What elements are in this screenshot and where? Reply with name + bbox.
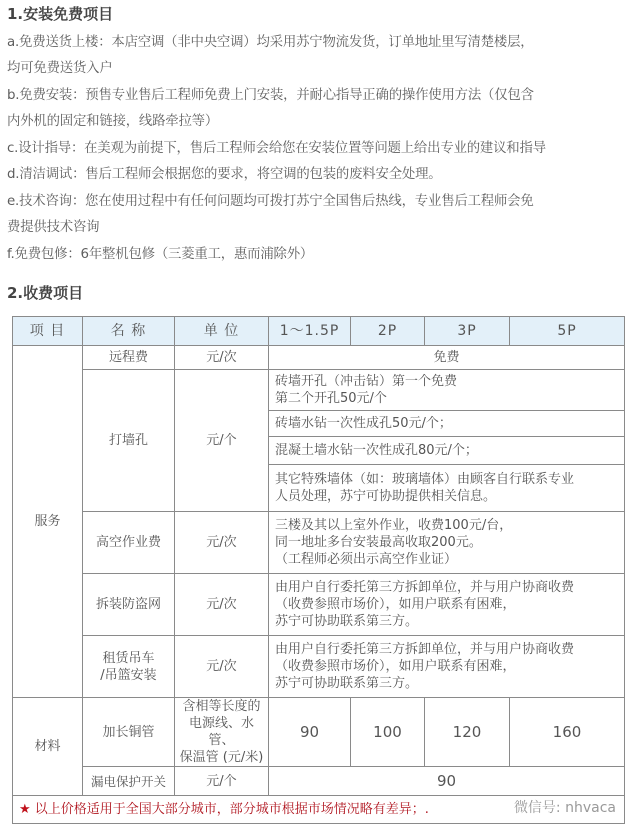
table-row bbox=[13, 346, 625, 370]
detail-line: 苏宁可协助联系第三方。 bbox=[275, 676, 419, 691]
table-header-row bbox=[13, 317, 625, 346]
detail-line: 人员处理，苏宁可协助提供相关信息。 bbox=[275, 489, 497, 504]
section1-line: 内外机的固定和链接，线路牵拉等） bbox=[7, 114, 219, 129]
table-row bbox=[13, 370, 625, 411]
item-detail bbox=[269, 512, 625, 574]
section1-line: e.技术咨询：您在使用过程中有任何问题均可拨打苏宁全国售后热线，专业售后工程师会免 bbox=[7, 194, 534, 209]
price-3p: 120 bbox=[425, 698, 510, 767]
category-material: 材料 bbox=[13, 698, 83, 796]
unit-line: 含相等长度的 bbox=[182, 699, 261, 714]
item-detail: 砖墙水钻一次性成孔50元/个； bbox=[269, 411, 625, 437]
item-detail bbox=[269, 636, 625, 698]
detail-line: 由用户自行委托第三方拆卸单位，并与用户协商收费 bbox=[275, 580, 575, 595]
item-name: 打墙孔 bbox=[83, 370, 175, 512]
section1-line: c.设计指导：在美观为前提下，售后工程师会给您在安装位置等问题上给出专业的建议和指导 bbox=[7, 141, 546, 156]
item-price: 90 bbox=[269, 767, 625, 796]
section1-line: b.免费安装：预售专业售后工程师免费上门安装，并耐心指导正确的操作使用方法（仅包含 bbox=[7, 88, 534, 103]
header-2p: 2P bbox=[351, 317, 425, 346]
name-line: 租赁吊车 bbox=[102, 650, 155, 666]
detail-line: 苏宁可协助联系第三方。 bbox=[275, 614, 419, 629]
header-1-1.5p: 1～1.5P bbox=[269, 317, 351, 346]
item-detail bbox=[269, 574, 625, 636]
detail-line: （工程师必须出示高空作业证） bbox=[275, 552, 458, 567]
item-unit: 元/个 bbox=[175, 370, 269, 512]
header-name: 名 称 bbox=[83, 317, 175, 346]
detail-line: 砖墙开孔（冲击钻）第一个免费 bbox=[275, 374, 458, 389]
item-name: 高空作业费 bbox=[83, 512, 175, 574]
unit-line: 电源线、水管、 bbox=[188, 716, 254, 748]
section1-line: a.免费送货上楼：本店空调（非中央空调）均采用苏宁物流发货，订单地址里写清楚楼层， bbox=[7, 35, 534, 50]
star-icon: ★ bbox=[19, 802, 31, 817]
detail-line: 三楼及其以上室外作业，收费100元/台， bbox=[275, 518, 513, 533]
detail-line: 其它特殊墙体（如：玻璃墙体）由顾客自行联系专业 bbox=[275, 472, 575, 487]
item-name bbox=[83, 636, 175, 698]
section1-line: 费提供技术咨询 bbox=[7, 220, 100, 235]
header-category: 项 目 bbox=[13, 317, 83, 346]
item-name: 加长铜管 bbox=[83, 698, 175, 767]
detail-line: （收费参照市场价），如用户联系有困难， bbox=[275, 597, 516, 612]
detail-line: 同一地址多台安装最高收取200元。 bbox=[275, 535, 482, 550]
price-1-1.5p: 90 bbox=[269, 698, 351, 767]
detail-line: （收费参照市场价），如用户联系有困难， bbox=[275, 659, 516, 674]
item-unit bbox=[175, 698, 269, 767]
table-row bbox=[13, 574, 625, 636]
section1-title: 1.安装免费项目 bbox=[7, 5, 114, 23]
table-row bbox=[13, 698, 625, 767]
note-row bbox=[13, 796, 625, 824]
header-unit: 单 位 bbox=[175, 317, 269, 346]
note-text: 以上价格适用于全国大部分城市，部分城市根据市场情况略有差异；. bbox=[34, 802, 429, 817]
price-2p: 100 bbox=[351, 698, 425, 767]
item-name: 远程费 bbox=[83, 346, 175, 370]
table-row bbox=[13, 636, 625, 698]
price-5p: 160 bbox=[510, 698, 625, 767]
watermark: 微信号: nhvaca bbox=[513, 800, 616, 816]
item-detail bbox=[269, 370, 625, 411]
section1-line: 均可免费送货入户 bbox=[7, 61, 113, 76]
item-unit: 元/次 bbox=[175, 574, 269, 636]
header-3p: 3P bbox=[425, 317, 510, 346]
item-detail bbox=[269, 465, 625, 512]
unit-line: 保温管 (元/米) bbox=[179, 750, 264, 765]
table-row bbox=[13, 767, 625, 796]
section2-title: 2.收费项目 bbox=[7, 284, 84, 302]
table-row bbox=[13, 512, 625, 574]
item-unit: 元/次 bbox=[175, 636, 269, 698]
item-unit: 元/次 bbox=[175, 512, 269, 574]
header-5p: 5P bbox=[510, 317, 625, 346]
detail-line: 第二个开孔50元/个 bbox=[275, 391, 387, 406]
section1-line: f.免费包修：6年整机包修（三菱重工，惠而浦除外） bbox=[7, 247, 314, 262]
price-note bbox=[13, 796, 625, 824]
item-price: 免费 bbox=[269, 346, 625, 370]
section1-line: d.清洁调试：售后工程师会根据您的要求，将空调的包装的废料安全处理。 bbox=[7, 167, 442, 182]
name-line: /吊篮安装 bbox=[100, 667, 157, 683]
item-unit: 元/个 bbox=[175, 767, 269, 796]
item-detail: 混凝土墙水钻一次性成孔80元/个； bbox=[269, 437, 625, 465]
category-service: 服务 bbox=[13, 346, 83, 698]
item-name: 漏电保护开关 bbox=[83, 767, 175, 796]
item-name: 拆装防盗网 bbox=[83, 574, 175, 636]
detail-line: 由用户自行委托第三方拆卸单位，并与用户协商收费 bbox=[275, 642, 575, 657]
item-unit: 元/次 bbox=[175, 346, 269, 370]
fee-table bbox=[12, 316, 625, 824]
